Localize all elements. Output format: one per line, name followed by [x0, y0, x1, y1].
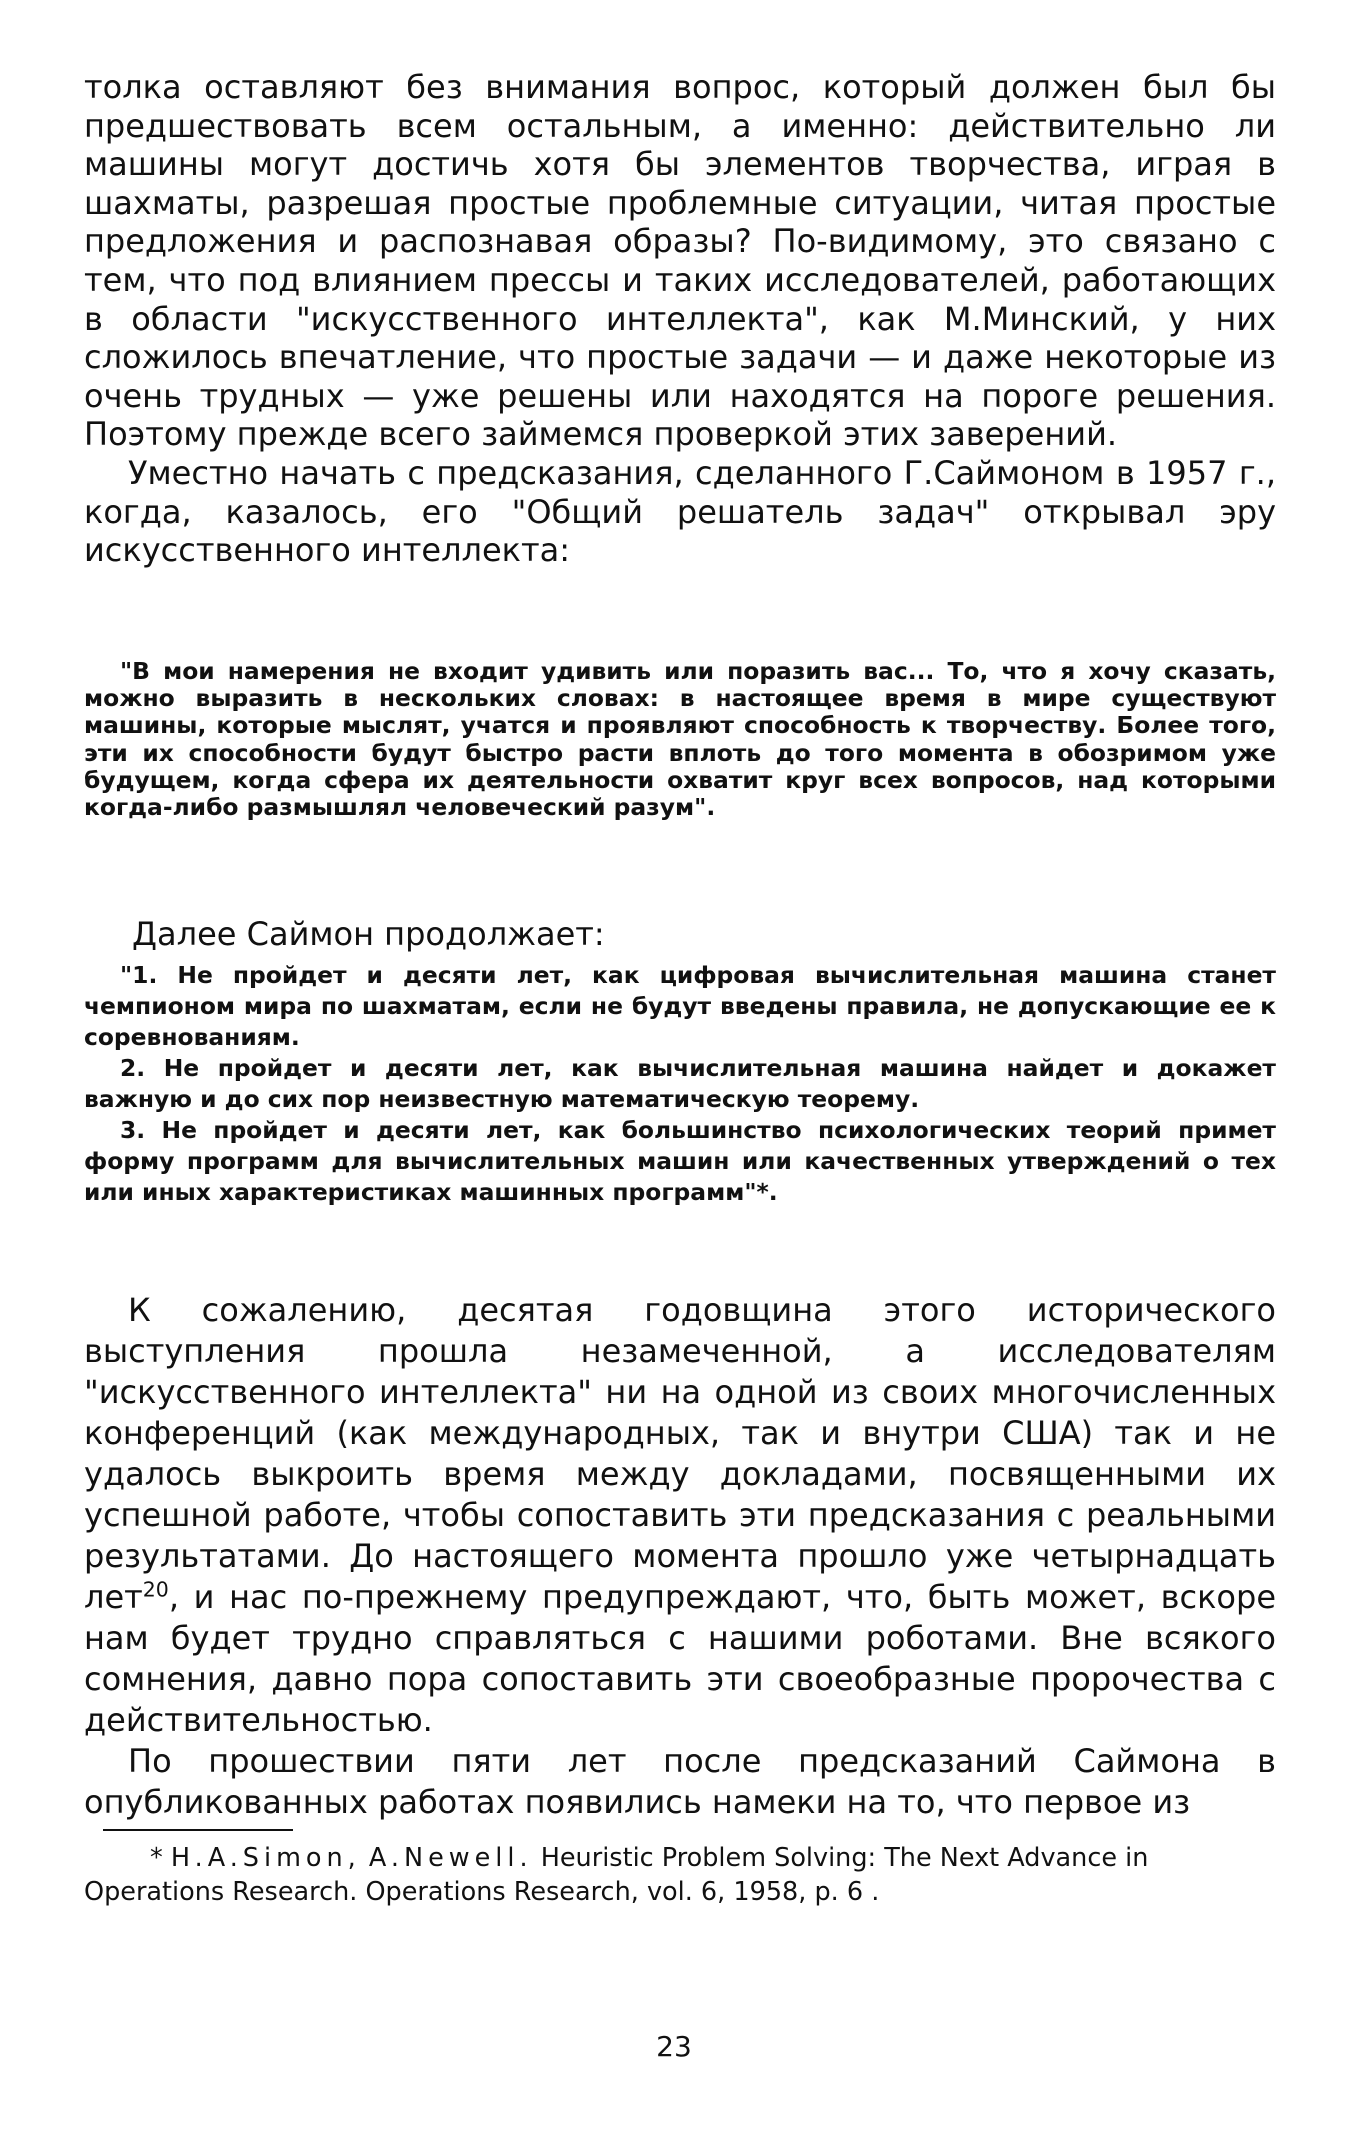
paragraph-continued: толка оставляют без внимания вопрос, который должен был бы предшествовать всем остальным, а именно: действительно ли машины могут достичь хотя бы элементов творчества, играя в шахматы, разрешая простые проблемные ситуации, читая простые предложения и распознавая образы? По-видимому, это связано с тем, что под влиянием прессы и таких исследователей, работающих в области "искусственного интеллекта", как М.Минский, у них сложилось впечатление, что простые задачи — и даже некоторые из очень трудных — уже решены или находятся на пороге решения. Поэтому прежде всего займемся проверкой этих заверений. — [84, 68, 1276, 454]
footnote-author-1: H.A.Simon, — [170, 1843, 361, 1873]
prediction-item-2: 2. Не пройдет и десяти лет, как вычислительная машина найдет и докажет важную и до сих пор неизвестную математическую теорему. — [84, 1054, 1276, 1113]
quote-text: "В мои намерения не входит удивить или поразить вас... То, что я хочу сказать, можно выразить в нескольких словах: в настоящее время в мире существуют машины, которые мыслят, учатся и проявляют способность к творчеству. Более того, эти их способности будут быстро расти вплоть до того момента в обозримом уже будущем, когда сфера их деятельности охватит круг всех вопросов, над которыми когда-либо размышлял человеческий разум". — [84, 657, 1276, 822]
block-quote-predictions — [84, 960, 1276, 1208]
paragraph-five-years-later: По прошествии пяти лет после предсказаний Саймона в опубликованных работах появились намеки на то, что первое из — [84, 1742, 1276, 1821]
block-quote-simon — [84, 658, 1276, 821]
main-text-block — [84, 68, 1276, 570]
paragraph-simon-prediction: Уместно начать с предсказания, сделанного Г.Саймоном в 1957 г., когда, казалось, его "Общий решатель задач" открывал эру искусственного интеллекта: — [84, 453, 1276, 570]
paragraph-tenth-anniversary — [84, 1290, 1276, 1741]
main-text-block-2 — [84, 1290, 1276, 1823]
page-number: 23 — [656, 2030, 692, 2063]
footnote-author-2: A.Newell. — [368, 1843, 533, 1873]
paragraph-text-part-2: , и нас по-прежнему предупреждают, что, быть может, вскоре нам будет трудно справляться с нашими роботами. Вне всякого сомнения, давно пора сопоставить эти своеобразные пророчества с действительностью. — [84, 1578, 1276, 1739]
footnote-divider — [103, 1829, 293, 1831]
prediction-item-3: 3. Не пройдет и десяти лет, как большинство психологических теорий примет форму программ для вычислительных машин или качественных утверждений о тех или иных характеристиках машинных программ"*. — [84, 1116, 1276, 1206]
footnote-text — [84, 1841, 1276, 1909]
footnote — [84, 1841, 1276, 1909]
paragraph-text-part-1: К сожалению, десятая годовщина этого исторического выступления прошла незамеченной, а исследователям "искусственного интеллекта" ни на одной из своих многочисленных конференций (как международных, так и внутри США) так и не удалось выкроить время между докладами, посвященными их успешной работе, чтобы сопоставить эти предсказания с реальными результатами. До настоящего момента прошло уже четырнадцать лет — [84, 1291, 1276, 1616]
prediction-item-1: "1. Не пройдет и десяти лет, как цифровая вычислительная машина станет чемпионом мира по шахматам, если не будут введены правила, не допускающие ее к соревнованиям. — [84, 961, 1276, 1051]
lead-in-text — [84, 915, 1276, 953]
paragraph-simon-continues: Далее Саймон продолжает: — [132, 915, 605, 953]
footnote-marker: * — [150, 1843, 163, 1873]
reference-number: 20 — [142, 1577, 169, 1602]
footnote-citation: Heuristic Problem Solving: The Next Advance in Operations Research. Operations Research, vol. 6, 1958, p. 6 . — [84, 1843, 1149, 1907]
